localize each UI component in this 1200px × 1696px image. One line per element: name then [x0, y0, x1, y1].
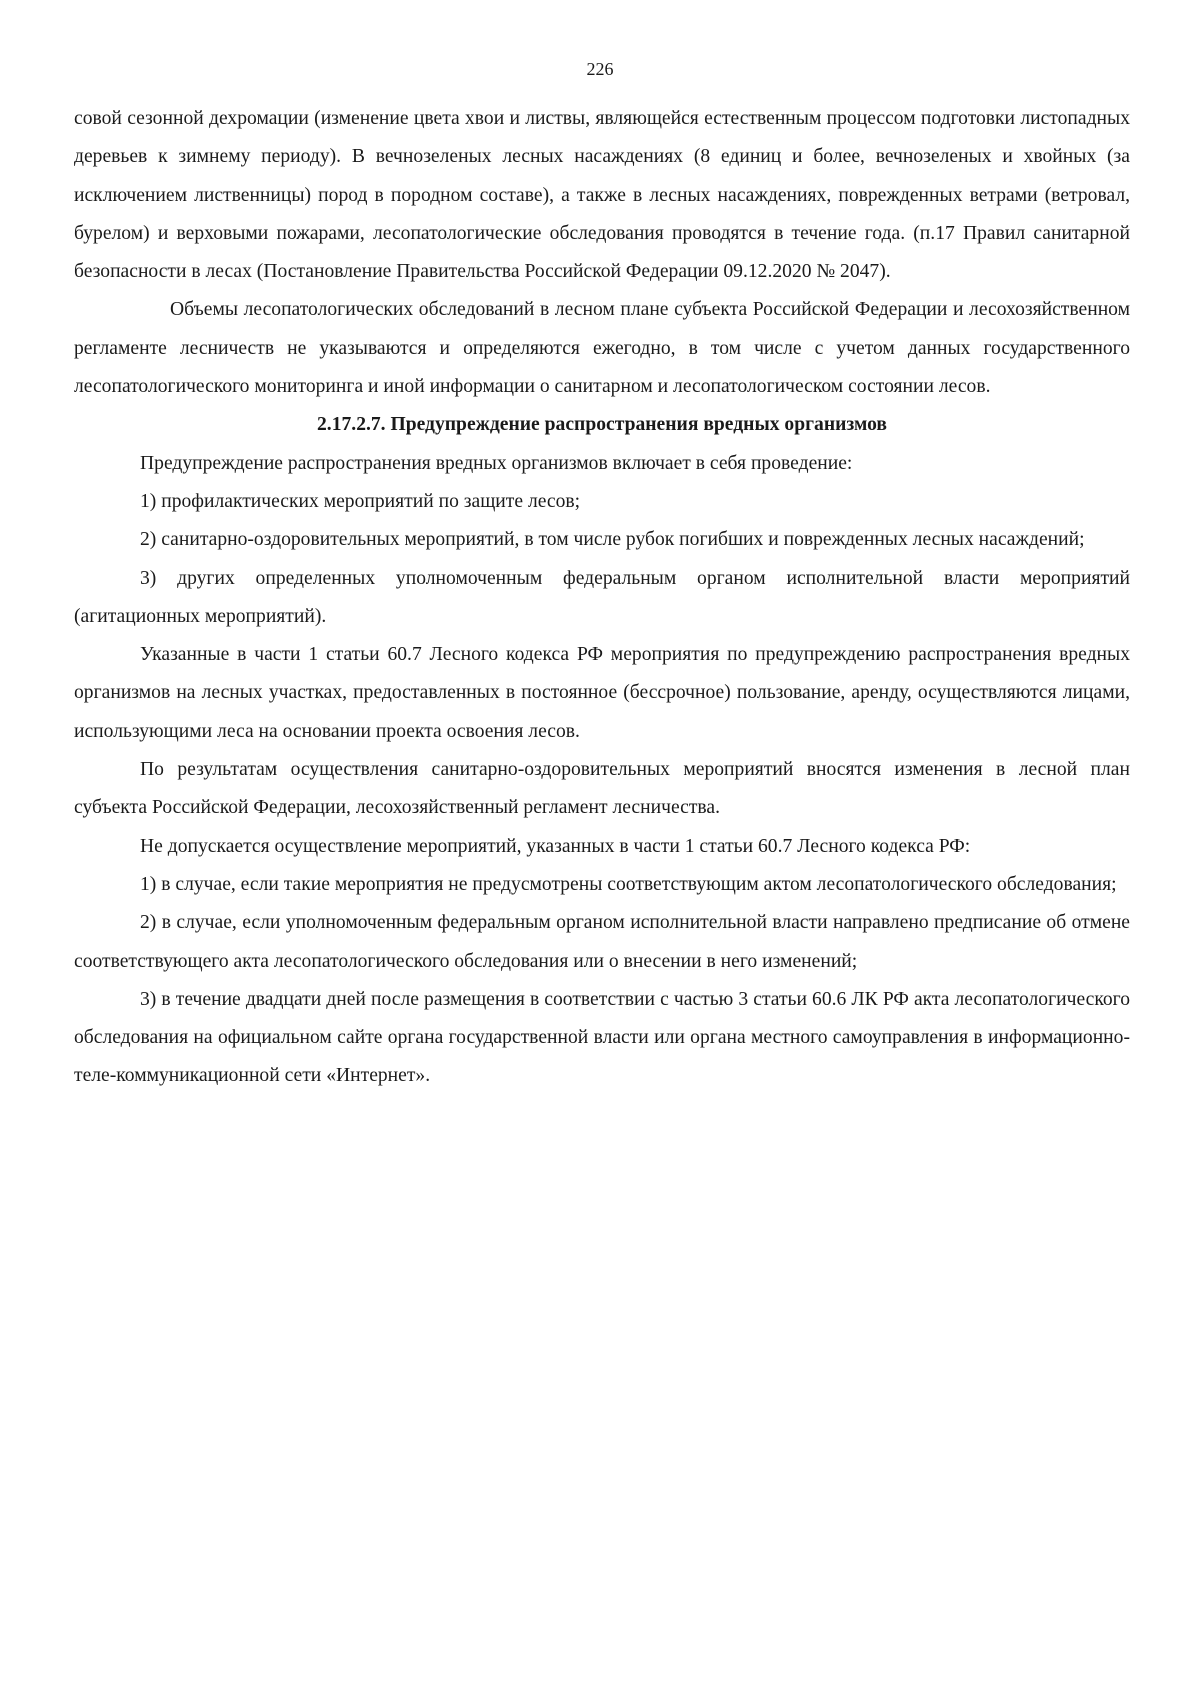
paragraph-continuation: совой сезонной дехромации (изменение цвета хвои и листвы, являющейся естественным процессом подготовки листопадных деревьев к зимнему периоду). В вечнозеленых лесных насаждениях (8 единиц и более, вечнозеленых и хвойных (за исключением лиственницы) пород в породном составе), а также в лесных насаждениях, поврежденных ветрами (ветровал, бурелом) и верховыми пожарами, лесопатологические обследования проводятся в течение года. (п.17 Правил санитарной безопасности в лесах (Постановление Правительства Российской Федерации 09.12.2020 № 2047). [74, 108, 1130, 283]
list-item-other: 3) других определенных уполномоченным федеральным органом исполнительной власти мероприятий (агитационных мероприятий). [74, 567, 1130, 627]
paragraph-prohibition: Не допускается осуществление мероприятий, указанных в части 1 статьи 60.7 Лесного кодекса РФ: [140, 835, 971, 857]
paragraph-intro: Предупреждение распространения вредных организмов включает в себя проведение: [140, 452, 853, 474]
list-item-not-provided: 1) в случае, если такие мероприятия не предусмотрены соответствующим актом лесопатологического обследования; [140, 873, 1117, 895]
page-number: 226 [586, 59, 614, 79]
paragraph-results: По результатам осуществления санитарно-оздоровительных мероприятий вносятся изменения в лесной план субъекта Российской Федерации, лесохозяйственный регламент лесничества. [74, 759, 1130, 819]
list-item-prescription: 2) в случае, если уполномоченным федеральным органом исполнительной власти направлено предписание об отмене соответствующего акта лесопатологического обследования или о внесении в него изменений; [74, 912, 1130, 972]
paragraph-article-60-7: Указанные в части 1 статьи 60.7 Лесного кодекса РФ мероприятия по предупреждению распространения вредных организмов на лесных участках, предоставленных в постоянное (бессрочное) пользование, аренду, осуществляются лицами, использующими леса на основании проекта освоения лесов. [74, 644, 1130, 742]
paragraph-survey-volumes: Объемы лесопатологических обследований в лесном плане субъекта Российской Федерации и лесохозяйственном регламенте лесничеств не указываются и определяются ежегодно, в том числе с учетом данных государственного лесопатологического мониторинга и иной информации о санитарном и лесопатологическом состоянии лесов. [74, 299, 1130, 398]
list-item-sanitary: 2) санитарно-оздоровительных мероприятий, в том числе рубок погибших и поврежденных лесных насаждений; [140, 529, 1085, 551]
list-item-twenty-days: 3) в течение двадцати дней после размещения в соответствии с частью 3 статьи 60.6 ЛК РФ акта лесопатологического обследования на официальном сайте органа государственной власти или органа местного самоуправления в информационно-теле-коммуникационной сети «Интернет». [74, 988, 1130, 1087]
list-item-preventive: 1) профилактических мероприятий по защите лесов; [140, 490, 581, 512]
section-heading: 2.17.2.7. Предупреждение распространения вредных организмов [317, 414, 887, 436]
document-body [74, 100, 1130, 1096]
